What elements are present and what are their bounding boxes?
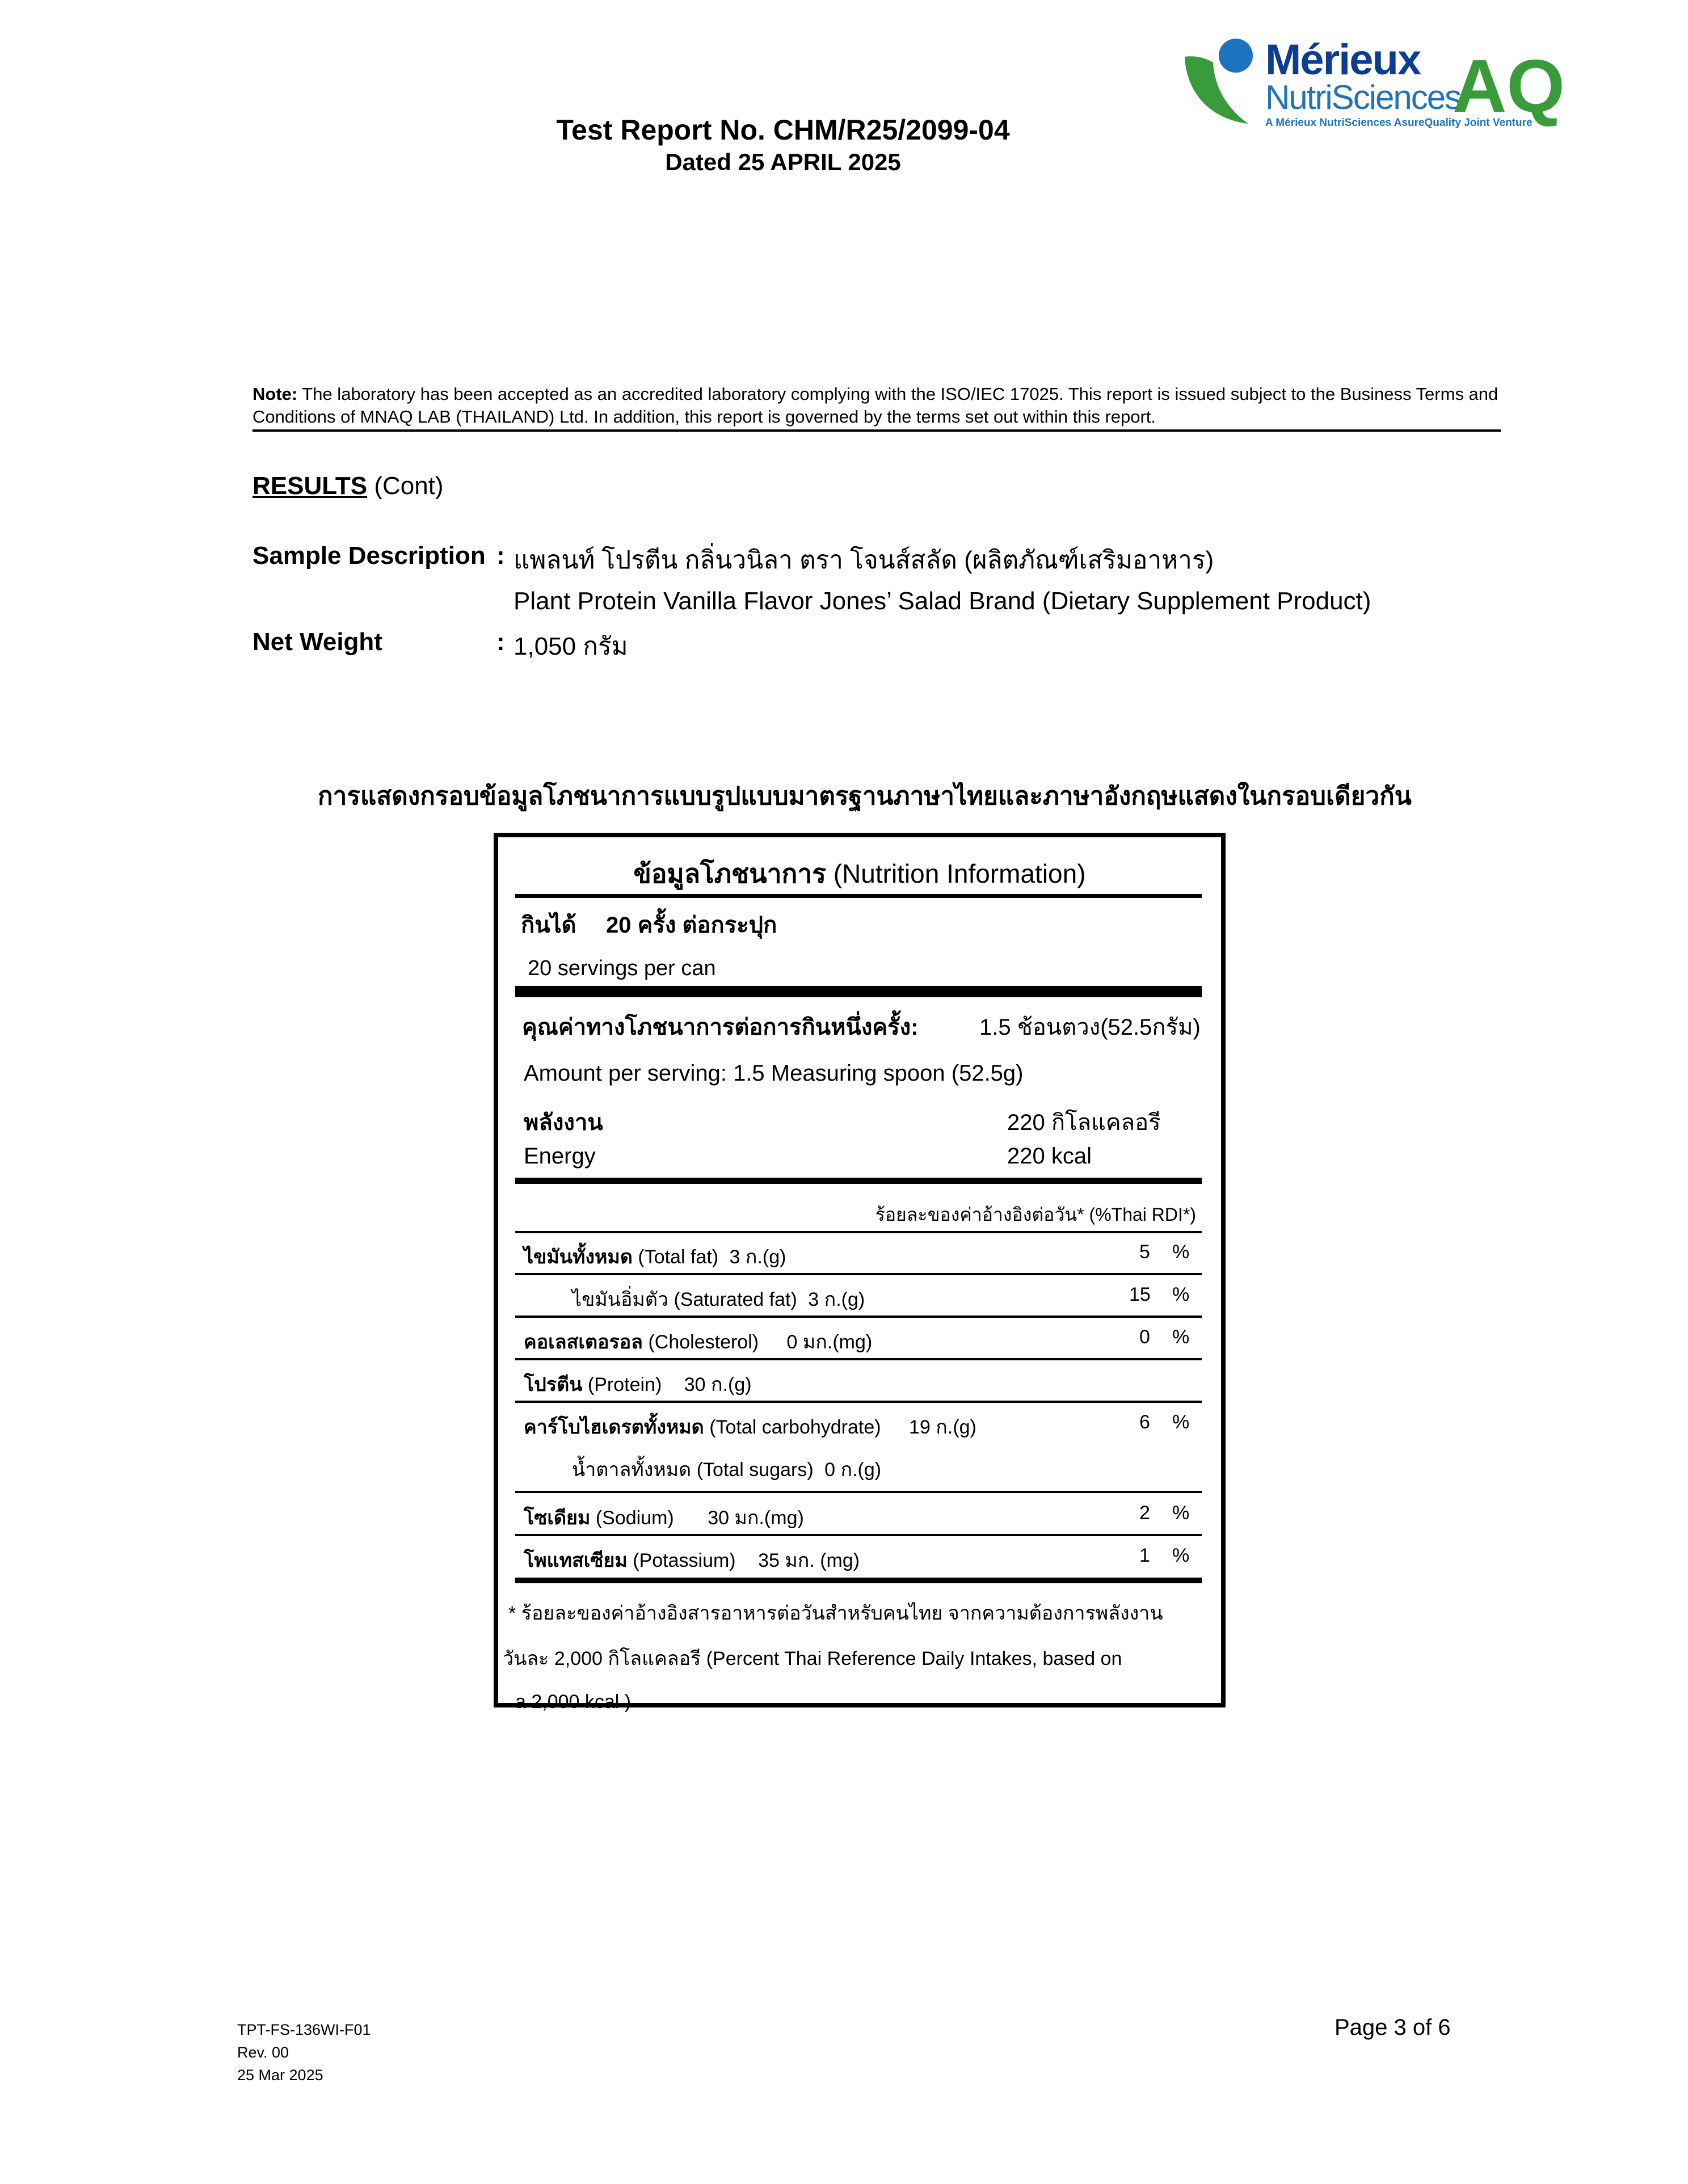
nutrient-row-saturated-fat: [572, 1284, 865, 1314]
nutrient-amount: 35 มก. (mg): [758, 1550, 860, 1571]
nutrient-name-thai: คาร์โบไฮเดรตทั้งหมด: [524, 1416, 704, 1438]
energy-divider: [515, 1178, 1202, 1184]
amount-per-serving-thai-value: 1.5 ช้อนตวง(52.5กรัม): [979, 1015, 1201, 1040]
nutrient-amount: 0 ก.(g): [824, 1459, 882, 1481]
sample-description-thai: แพลนท์ โปรตีน กลิ่นวนิลา ตรา โจนส์สลัด (ผลิตภัณฑ์เสริมอาหาร): [513, 546, 1214, 574]
results-suffix: (Cont): [374, 472, 444, 500]
nutrient-rdi-unit: %: [1172, 1411, 1190, 1433]
label-format-caption: การแสดงกรอบข้อมูลโภชนาการแบบรูปแบบมาตรฐานภาษาไทยและภาษาอังกฤษแสดงในกรอบเดียวกัน: [318, 782, 1412, 810]
note-text: The laboratory has been accepted as an accredited laboratory complying with the ISO/IEC 17025. This report is issued subject to the Business Terms and Conditions of MNAQ LAB (THAILAND) Ltd. In addition, this report is governed by the terms set out within this report.: [252, 384, 1498, 427]
amount-per-serving-english: Amount per serving: 1.5 Measuring spoon (52.5g): [524, 1061, 1024, 1086]
nutrient-name-english: (Potassium): [633, 1550, 736, 1571]
nutrient-rdi-unit: %: [1172, 1545, 1190, 1566]
logo-merieux-text: Mérieux: [1265, 36, 1421, 84]
logo-tagline: A Mérieux NutriSciences AsureQuality Joint Venture: [1265, 117, 1533, 129]
logo-aq-text: AQ: [1453, 44, 1565, 128]
net-weight-value: 1,050 กรัม: [513, 633, 628, 660]
report-date: Dated 25 APRIL 2025: [665, 149, 901, 175]
row-divider: [515, 1534, 1202, 1536]
nutrient-rdi-percent: 2: [1139, 1502, 1150, 1524]
nutrient-name-english: (Cholesterol): [648, 1331, 759, 1353]
servings-thai-label: กินได้: [521, 913, 576, 938]
nutrient-rdi-percent: 5: [1139, 1241, 1150, 1263]
row-divider: [515, 1358, 1202, 1360]
energy-english-value: 220 kcal: [1007, 1144, 1092, 1169]
nutrition-title-thai: ข้อมูลโภชนาการ: [633, 859, 826, 888]
row-divider: [515, 1316, 1202, 1318]
amount-per-serving-thai-label: คุณค่าทางโภชนาการต่อการกินหนึ่งครั้ง:: [522, 1015, 919, 1040]
form-date: 25 Mar 2025: [237, 2067, 323, 2084]
nutrition-title-english: (Nutrition Information): [833, 859, 1086, 888]
nutrient-name-english: (Total sugars): [696, 1459, 814, 1481]
nutrient-name-thai: โพแทสเซียม: [524, 1550, 628, 1571]
nutrient-row-cholesterol: [524, 1326, 872, 1357]
servings-thai-value: 20 ครั้ง ต่อกระปุก: [606, 913, 777, 938]
sample-description-colon: :: [496, 542, 505, 570]
nutrient-rdi-unit: %: [1172, 1326, 1190, 1348]
note-label: Note:: [252, 384, 298, 404]
footer-form-info: [237, 2018, 371, 2086]
nutrient-name-english: (Sodium): [595, 1507, 674, 1529]
net-weight-label: Net Weight: [252, 628, 382, 656]
nutrient-row-total-fat: [524, 1241, 786, 1272]
servings-divider: [515, 986, 1202, 997]
page-number: Page 3 of 6: [1335, 2015, 1451, 2040]
thai-rdi-header: ร้อยละของค่าอ้างอิงต่อวัน* (%Thai RDI*): [875, 1204, 1196, 1225]
nutrient-amount: 19 ก.(g): [909, 1416, 976, 1438]
row-divider: [515, 1273, 1202, 1275]
nutrient-name-thai: น้ำตาลทั้งหมด: [572, 1459, 692, 1481]
nutrient-name-thai: โซเดียม: [524, 1507, 591, 1529]
nutrient-name-english: (Total fat): [638, 1246, 719, 1268]
nutrient-name-thai: โปรตีน: [524, 1374, 583, 1395]
results-heading: [252, 472, 444, 500]
nutrient-row-protein: [524, 1369, 752, 1399]
nutrient-rdi-unit: %: [1172, 1502, 1190, 1524]
note-divider: [252, 429, 1501, 432]
nutrient-name-thai: คอเลสเตอรอล: [524, 1331, 643, 1353]
nutrient-amount: 3 ก.(g): [729, 1246, 786, 1268]
nutrient-rdi-unit: %: [1172, 1284, 1190, 1305]
row-divider: [515, 1401, 1202, 1403]
accreditation-note: [252, 383, 1501, 428]
servings-english: 20 servings per can: [528, 956, 716, 980]
energy-thai-label: พลังงาน: [524, 1110, 603, 1135]
nutrient-name-english: (Saturated fat): [673, 1289, 797, 1310]
company-logo: [1180, 34, 1566, 136]
nutrient-rdi-unit: %: [1172, 1241, 1190, 1263]
nutrient-rdi-percent: 0: [1139, 1326, 1150, 1348]
nutrient-rdi-percent: 1: [1139, 1545, 1150, 1566]
rdi-divider: [515, 1231, 1202, 1233]
nutrient-amount: 3 ก.(g): [808, 1289, 865, 1310]
row-divider: [515, 1491, 1202, 1493]
nutrient-name-english: (Total carbohydrate): [709, 1416, 881, 1438]
energy-thai-value: 220 กิโลแคลอรี: [1007, 1110, 1161, 1135]
rdi-footnote-line-3: a 2,000 kcal ): [515, 1691, 632, 1713]
nutrient-name-english: (Protein): [587, 1374, 662, 1395]
sample-description-label: Sample Description: [252, 542, 486, 570]
nutrient-row-sodium: [524, 1502, 804, 1533]
leaf-logo-icon: [1180, 34, 1265, 125]
nutrient-amount: 30 มก.(mg): [708, 1507, 804, 1529]
nutrient-rdi-percent: 6: [1139, 1411, 1150, 1433]
rdi-footnote-line-2: วันละ 2,000 กิโลแคลอรี (Percent Thai Reference Daily Intakes, based on: [503, 1648, 1122, 1669]
form-code: TPT-FS-136WI-F01: [237, 2021, 371, 2038]
sample-description-english: Plant Protein Vanilla Flavor Jones’ Salad Brand (Dietary Supplement Product): [513, 587, 1371, 615]
nutrition-information-box: [494, 833, 1226, 1713]
report-number: Test Report No. CHM/R25/2099-04: [556, 114, 1010, 146]
nutrient-row-total-sugars: [572, 1454, 881, 1485]
form-revision: Rev. 00: [237, 2044, 289, 2061]
nutrition-title: [498, 853, 1221, 895]
net-weight-colon: :: [496, 628, 505, 656]
nutrient-amount: 30 ก.(g): [684, 1374, 752, 1395]
nutrient-row-potassium: [524, 1545, 860, 1575]
nutrient-row-total-carbohydrate: [524, 1411, 976, 1442]
nutrient-rdi-percent: 15: [1129, 1284, 1151, 1305]
title-divider: [515, 894, 1202, 898]
nutrient-name-thai: ไขมันทั้งหมด: [524, 1246, 633, 1268]
results-label: RESULTS: [252, 472, 368, 500]
logo-nutrisciences-text: NutriSciences: [1265, 78, 1461, 116]
table-bottom-divider: [515, 1578, 1202, 1583]
nutrient-name-thai: ไขมันอิ่มตัว: [572, 1289, 668, 1310]
rdi-footnote-line-1: * ร้อยละของค่าอ้างอิงสารอาหารต่อวันสำหรับคนไทย จากความต้องการพลังงาน: [508, 1603, 1163, 1624]
energy-english-label: Energy: [524, 1144, 596, 1169]
nutrient-amount: 0 มก.(mg): [786, 1331, 873, 1353]
